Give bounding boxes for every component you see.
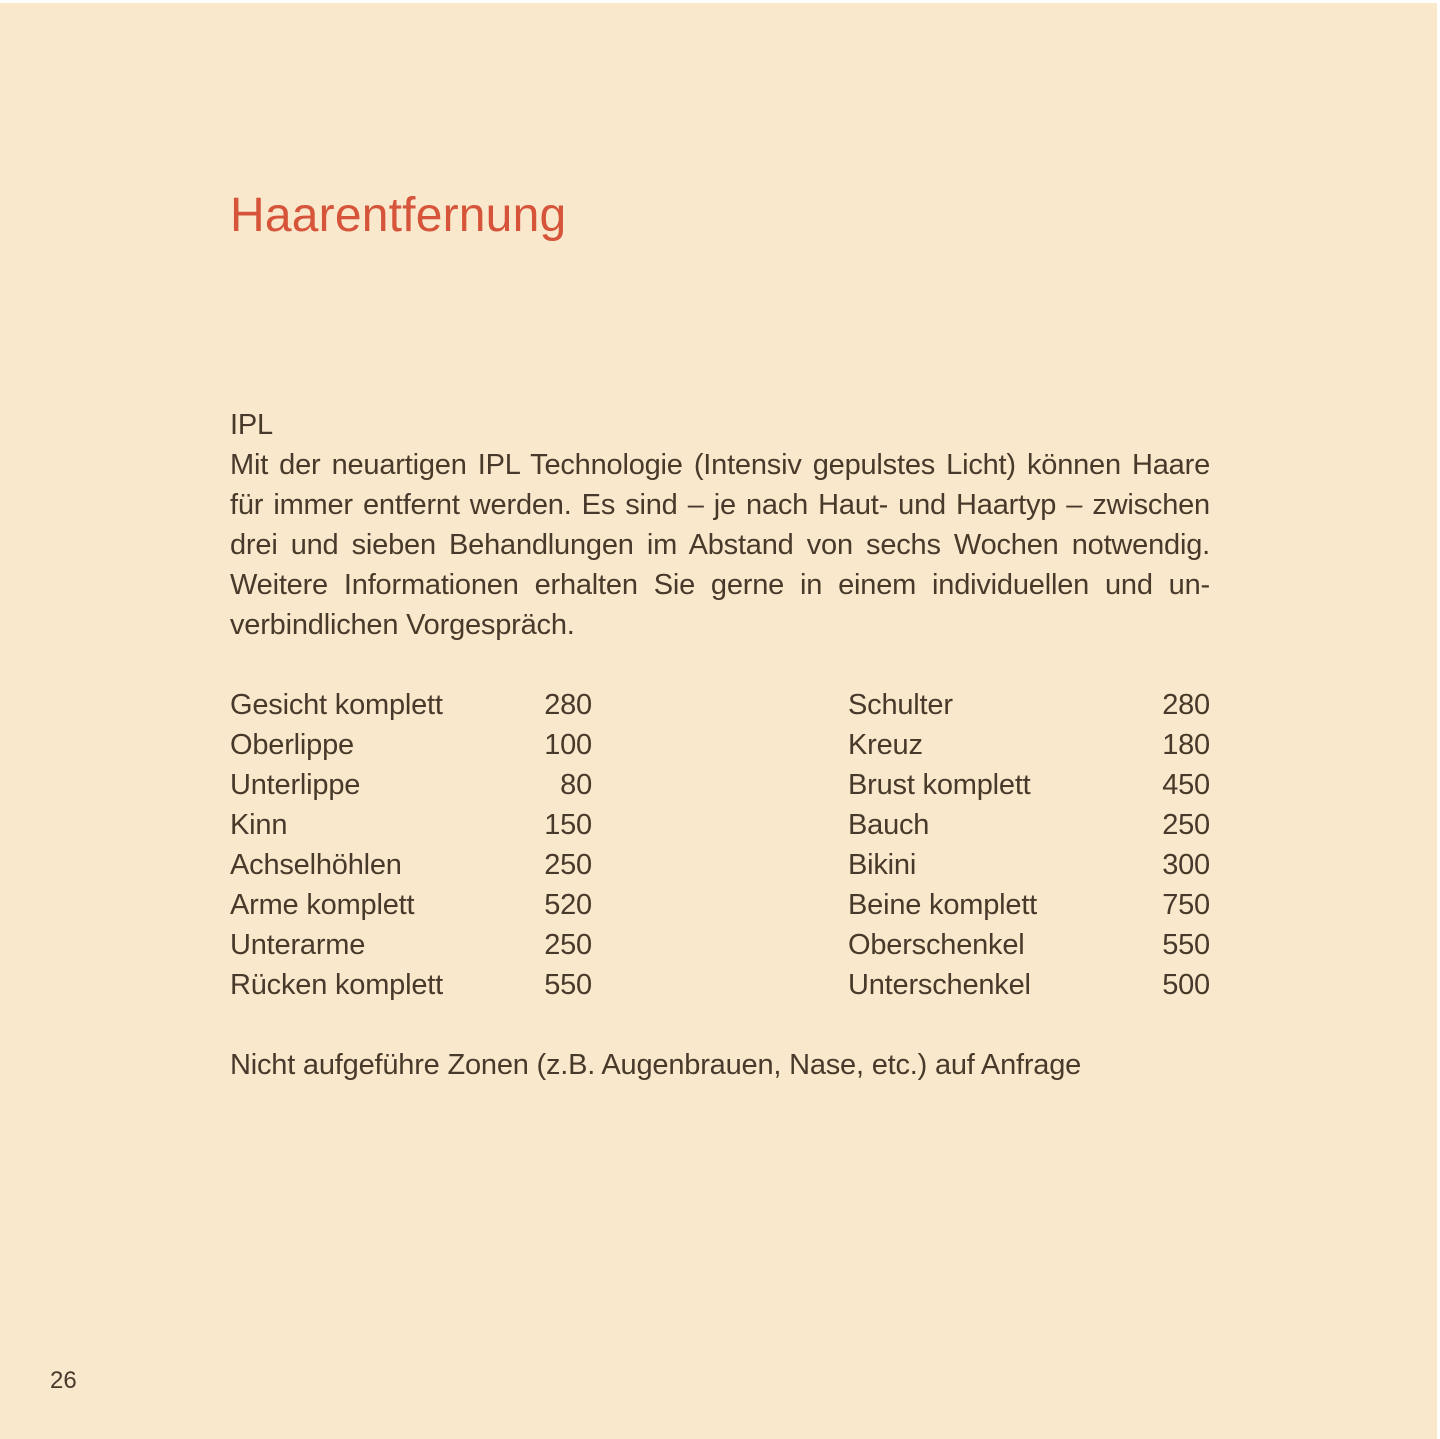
page-number: 26: [50, 1367, 77, 1394]
price-label: Oberschenkel: [848, 929, 1025, 961]
price-label: Bauch: [848, 809, 930, 841]
price-row: [848, 805, 1210, 845]
price-value: 500: [1162, 969, 1210, 1001]
price-label: Rücken komplett: [230, 969, 443, 1001]
price-list: [230, 685, 1210, 1005]
price-row: [848, 845, 1210, 885]
brochure-page: [0, 3, 1437, 1439]
price-label: Kreuz: [848, 729, 923, 761]
price-value: 80: [560, 769, 592, 801]
price-row: [848, 885, 1210, 925]
price-row: [230, 925, 592, 965]
price-label: Kinn: [230, 809, 288, 841]
paragraph-line: Mit der neuartigen IPL Technologie (Intensiv gepulstes Licht) können Haare: [230, 449, 1210, 481]
price-label: Unterlippe: [230, 769, 361, 801]
price-label: Brust komplett: [848, 769, 1031, 801]
price-column-left: [230, 685, 592, 1005]
price-value: 450: [1162, 769, 1210, 801]
price-value: 300: [1162, 849, 1210, 881]
price-row: [848, 925, 1210, 965]
price-row: [848, 685, 1210, 725]
price-value: 150: [544, 809, 592, 841]
paragraph-line: drei und sieben Behandlungen im Abstand von sechs Wochen notwendig.: [230, 529, 1210, 561]
price-value: 250: [1162, 809, 1210, 841]
price-row: [848, 765, 1210, 805]
price-label: Schulter: [848, 689, 953, 721]
price-value: 280: [544, 689, 592, 721]
paragraph-line: Weitere Informationen erhalten Sie gerne in einem individuellen und un-: [230, 569, 1210, 601]
price-row: [230, 965, 592, 1005]
price-value: 520: [544, 889, 592, 921]
paragraph-line: für immer entfernt werden. Es sind – je nach Haut- und Haartyp – zwischen: [230, 489, 1210, 521]
price-label: Achselhöhlen: [230, 849, 402, 881]
section-heading: IPL: [230, 409, 273, 441]
price-row: [848, 725, 1210, 765]
price-row: [230, 845, 592, 885]
price-value: 250: [544, 929, 592, 961]
price-value: 250: [544, 849, 592, 881]
page-title: Haarentfernung: [230, 189, 567, 242]
ipl-section: [230, 405, 1210, 645]
price-row: [230, 685, 592, 725]
price-label: Bikini: [848, 849, 917, 881]
price-row: [230, 765, 592, 805]
price-label: Beine komplett: [848, 889, 1038, 921]
price-row: [230, 885, 592, 925]
price-value: 100: [544, 729, 592, 761]
price-label: Gesicht komplett: [230, 689, 443, 721]
price-label: Arme komplett: [230, 889, 415, 921]
note-text: Nicht aufgeführe Zonen (z.B. Augenbrauen, Nase, etc.) auf Anfrage: [230, 1049, 1082, 1081]
price-label: Oberlippe: [230, 729, 354, 761]
price-column-right: [848, 685, 1210, 1005]
price-row: [848, 965, 1210, 1005]
price-row: [230, 725, 592, 765]
price-value: 180: [1162, 729, 1210, 761]
price-label: Unterarme: [230, 929, 366, 961]
price-value: 750: [1162, 889, 1210, 921]
price-value: 550: [1162, 929, 1210, 961]
price-row: [230, 805, 592, 845]
price-value: 550: [544, 969, 592, 1001]
paragraph-line: verbindlichen Vorgespräch.: [230, 609, 575, 641]
price-value: 280: [1162, 689, 1210, 721]
price-label: Unterschenkel: [848, 969, 1031, 1001]
